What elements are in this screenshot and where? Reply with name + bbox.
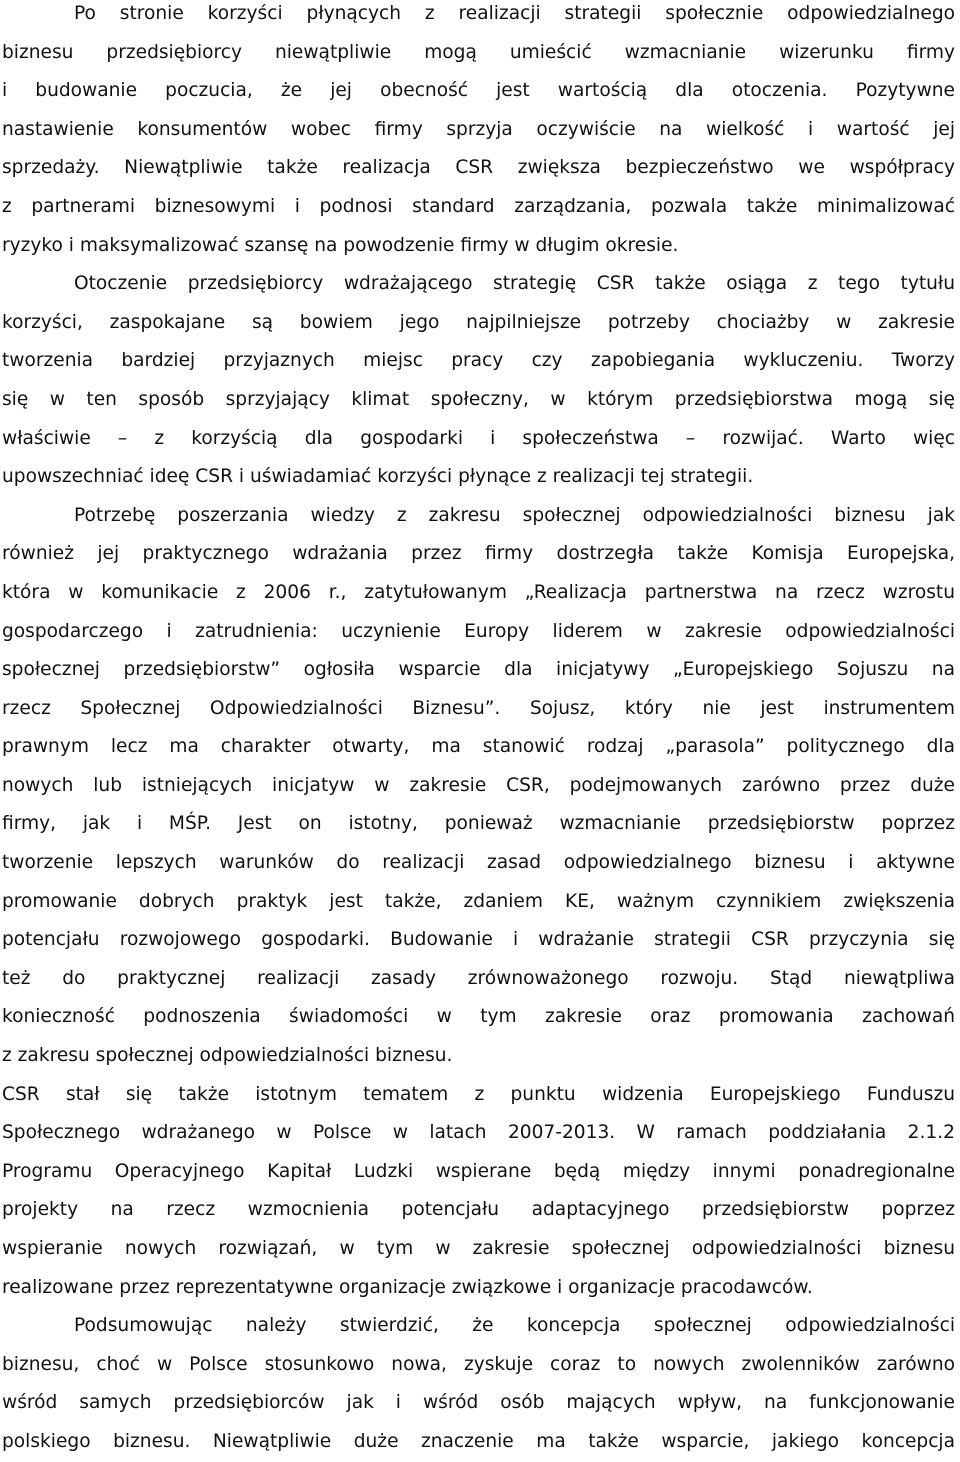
text-line: ryzyko i maksymalizować szansę na powodzenie firmy w długim okresie. <box>2 234 679 256</box>
text-line: też do praktycznej realizacji zasady zrównoważonego rozwoju. Stąd niewątpliwa <box>2 967 955 989</box>
text-line: biznesu przedsiębiorcy niewątpliwie mogą umieścić wzmacnianie wizerunku firmy <box>2 41 955 63</box>
text-line: korzyści, zaspokajane są bowiem jego najpilniejsze potrzeby chociażby w zakresie <box>2 311 955 333</box>
text-line: biznesu, choć w Polsce stosunkowo nowa, zyskuje coraz to nowych zwolenników zarówno <box>2 1353 955 1375</box>
text-line: która w komunikacie z 2006 r., zatytułowanym „Realizacja partnerstwa na rzecz wzrostu <box>2 581 955 603</box>
text-line: polskiego biznesu. Niewątpliwie duże znaczenie ma także wsparcie, jakiego koncepcja <box>2 1430 955 1452</box>
text-line: tworzenia bardziej przyjaznych miejsc pracy czy zapobiegania wykluczeniu. Tworzy <box>2 350 955 372</box>
text-line: gospodarczego i zatrudnienia: uczynienie Europy liderem w zakresie odpowiedzialności <box>2 620 955 642</box>
text-line: promowanie dobrych praktyk jest także, zdaniem KE, ważnym czynnikiem zwiększenia <box>2 890 955 912</box>
text-line: firmy, jak i MŚP. Jest on istotny, ponieważ wzmacnianie przedsiębiorstw poprzez <box>2 813 955 835</box>
text-line: Programu Operacyjnego Kapitał Ludzki wspierane będą między innymi ponadregionalne <box>2 1160 955 1182</box>
text-line: Podsumowując należy stwierdzić, że koncepcja społecznej odpowiedzialności <box>74 1315 955 1337</box>
text-line: również jej praktycznego wdrażania przez firmy dostrzegła także Komisja Europejska, <box>2 543 955 565</box>
text-line: Społecznego wdrażanego w Polsce w latach 2007-2013. W ramach poddziałania 2.1.2 <box>2 1122 955 1144</box>
text-line: projekty na rzecz wzmocnienia potencjału adaptacyjnego przedsiębiorstw poprzez <box>2 1199 955 1221</box>
text-line: prawnym lecz ma charakter otwarty, ma stanowić rodzaj „parasola” politycznego dla <box>2 736 955 758</box>
text-line: Potrzebę poszerzania wiedzy z zakresu społecznej odpowiedzialności biznesu jak <box>74 504 955 526</box>
text-line: potencjału rozwojowego gospodarki. Budowanie i wdrażanie strategii CSR przyczynia się <box>2 929 955 951</box>
text-line: tworzenie lepszych warunków do realizacji zasad odpowiedzialnego biznesu i aktywne <box>2 852 955 874</box>
text-line: się w ten sposób sprzyjający klimat społeczny, w którym przedsiębiorstwa mogą się <box>2 388 955 410</box>
text-line: upowszechniać ideę CSR i uświadamiać korzyści płynące z realizacji tej strategii. <box>2 466 754 488</box>
text-line: CSR stał się także istotnym tematem z punktu widzenia Europejskiego Funduszu <box>2 1083 955 1105</box>
text-line: wśród samych przedsiębiorców jak i wśród osób mających wpływ, na funkcjonowanie <box>2 1392 955 1414</box>
text-line: i budowanie poczucia, że jej obecność jest wartością dla otoczenia. Pozytywne <box>2 80 955 102</box>
document-body <box>2 0 955 1462</box>
text-line: sprzedaży. Niewątpliwie także realizacja CSR zwiększa bezpieczeństwo we współpracy <box>2 157 955 179</box>
text-line: realizowane przez reprezentatywne organizacje związkowe i organizacje pracodawców. <box>2 1276 813 1298</box>
text-line: konieczność podnoszenia świadomości w tym zakresie oraz promowania zachowań <box>2 1006 955 1028</box>
text-line: rzecz Społecznej Odpowiedzialności Biznesu”. Sojusz, który nie jest instrumentem <box>2 697 955 719</box>
text-line: Otoczenie przedsiębiorcy wdrażającego strategię CSR także osiąga z tego tytułu <box>74 273 955 295</box>
text-line: właściwie – z korzyścią dla gospodarki i społeczeństwa – rozwijać. Warto więc <box>2 427 955 449</box>
text-line: nowych lub istniejących inicjatyw w zakresie CSR, podejmowanych zarówno przez duże <box>2 774 955 796</box>
text-line: z partnerami biznesowymi i podnosi standard zarządzania, pozwala także minimalizować <box>2 195 955 217</box>
text-line: Po stronie korzyści płynących z realizacji strategii społecznie odpowiedzialnego <box>74 3 955 24</box>
text-line: społecznej przedsiębiorstw” ogłosiła wsparcie dla inicjatywy „Europejskiego Sojuszu na <box>2 659 955 681</box>
text-line: nastawienie konsumentów wobec firmy sprzyja oczywiście na wielkość i wartość jej <box>2 118 955 140</box>
text-line: z zakresu społecznej odpowiedzialności biznesu. <box>2 1045 453 1067</box>
text-line: wspieranie nowych rozwiązań, w tym w zakresie społecznej odpowiedzialności biznesu <box>2 1238 955 1259</box>
